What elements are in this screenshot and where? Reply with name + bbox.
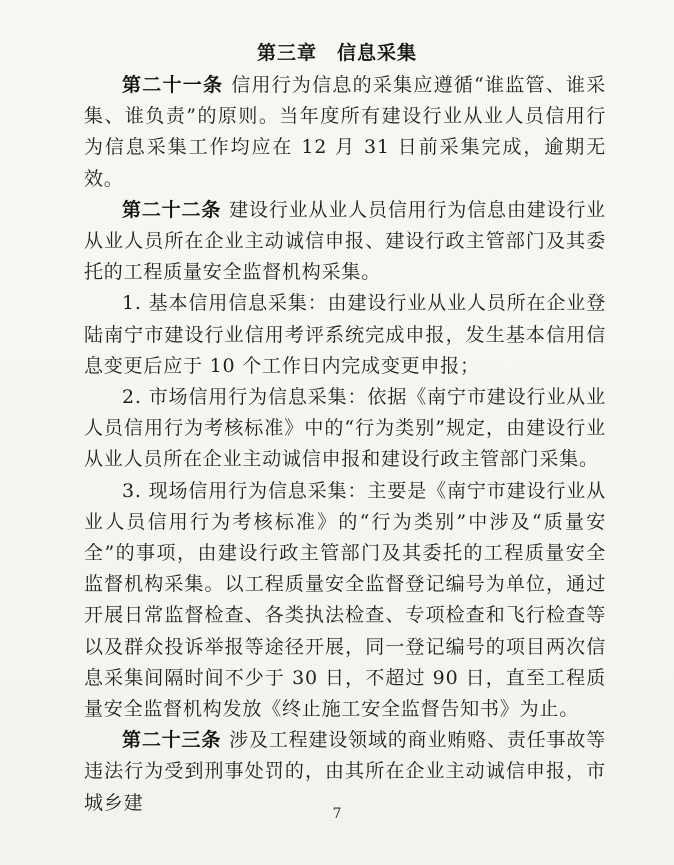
list-item-market-info <box>84 382 606 476</box>
paragraph-text: 建设行业从业人员信用行为信息由建设行业从业人员所在企业主动诚信申报、建设行政主管部门及其委托的工程质量安全监督机构采集。 <box>84 198 606 284</box>
paragraph-text: 3. 现场信用行为信息采集：主要是《南宁市建设行业从业人员信用行为考核标准》的“行为类别”中涉及“质量安全”的事项，由建设行政主管部门及其委托的工程质量安全监督机构采集。以工程质量安全监督登记编号为单位，通过开展日常监督检查、各类执法检查、专项检查和飞行检查等以及群众投诉举报等途径开展，同一登记编号的项目两次信息采集间隔时间不少于 30 日，不超过 90 日，直至工程质量安全监督机构发放《终止施工安全监督告知书》为止。 <box>84 479 606 721</box>
article-23-paragraph <box>84 725 606 819</box>
article-label: 第二十二条 <box>122 198 222 221</box>
list-item-site-info <box>84 476 606 726</box>
article-label: 第二十三条 <box>122 729 222 752</box>
paragraph-text: 信用行为信息的采集应遵循“谁监管、谁采集、谁负责”的原则。当年度所有建设行业从业人员信用行为信息采集工作均应在 12 月 31 日前采集完成，逾期无效。 <box>84 74 606 190</box>
article-22-paragraph <box>84 195 606 289</box>
page-number: 7 <box>332 806 342 822</box>
chapter-title: 第三章 信息采集 <box>256 42 417 64</box>
article-label: 第二十一条 <box>122 74 224 96</box>
list-item-basic-info <box>84 288 606 382</box>
body-text <box>84 70 606 819</box>
article-21-paragraph <box>84 70 606 195</box>
paragraph-text: 1. 基本信用信息采集：由建设行业从业人员所在企业登陆南宁市建设行业信用考评系统完成申报，发生基本信用信息变更后应于 10 个工作日内完成变更申报； <box>84 292 606 377</box>
paragraph-text: 2. 市场信用行为信息采集：依据《南宁市建设行业从业人员信用行为考核标准》中的“行为类别”规定，由建设行业从业人员所在企业主动诚信申报和建设行政主管部门采集。 <box>84 386 606 471</box>
paragraph-text: 涉及工程建设领域的商业贿赂、责任事故等违法行为受到刑事处罚的，由其所在企业主动诚信申报，市城乡建 <box>84 729 606 814</box>
